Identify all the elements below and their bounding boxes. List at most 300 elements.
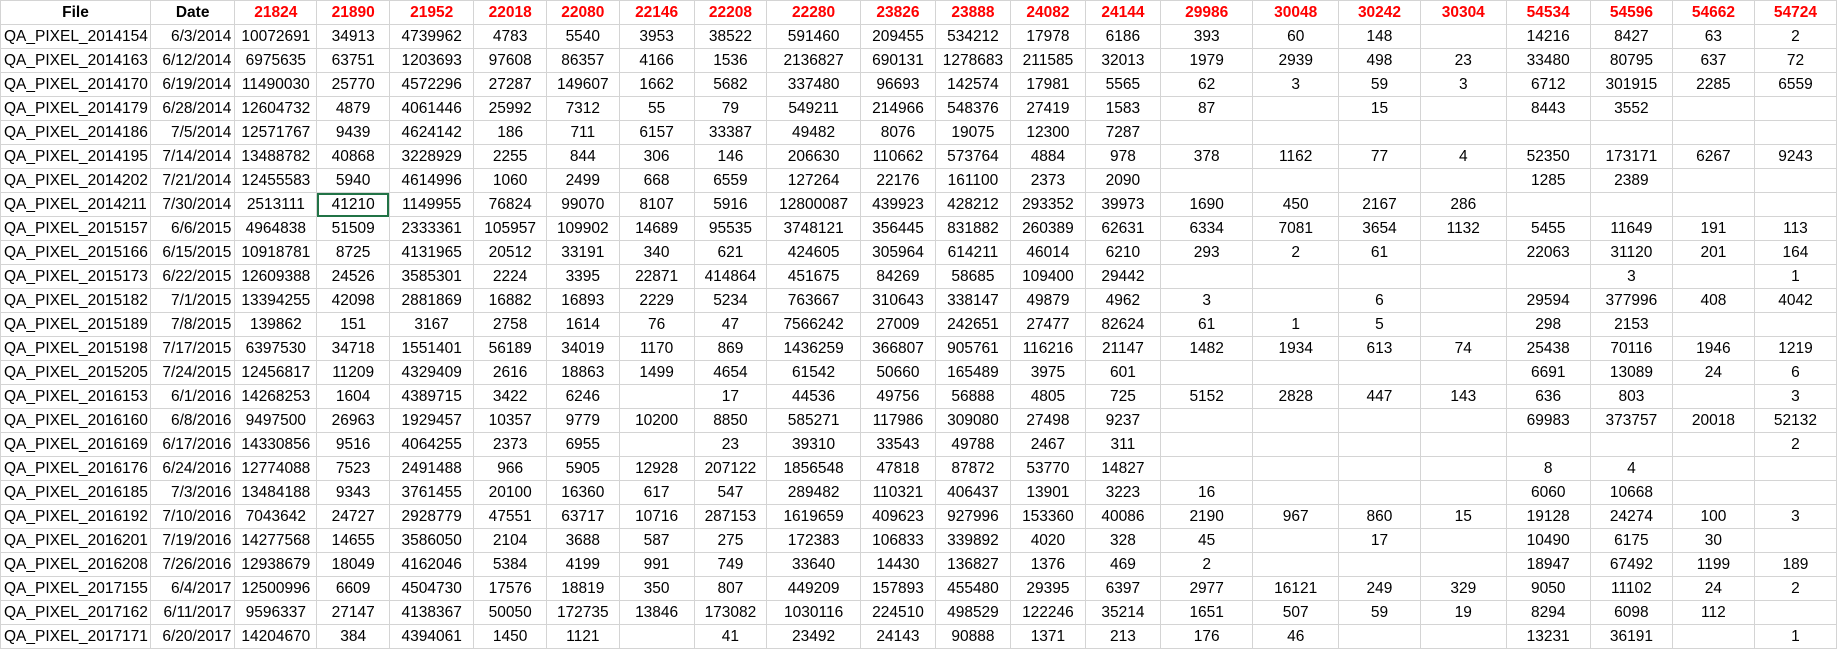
value-cell[interactable]: 534212 xyxy=(935,25,1010,49)
file-cell[interactable]: QA_PIXEL_2017155 xyxy=(1,577,151,601)
value-cell[interactable]: 329 xyxy=(1421,577,1507,601)
value-cell[interactable] xyxy=(1160,433,1253,457)
value-cell[interactable]: 213 xyxy=(1085,625,1160,649)
value-cell[interactable]: 22063 xyxy=(1506,241,1590,265)
value-cell[interactable]: 14430 xyxy=(860,553,935,577)
value-cell[interactable]: 49756 xyxy=(860,385,935,409)
value-cell[interactable]: 1536 xyxy=(694,49,767,73)
value-cell[interactable]: 191 xyxy=(1672,217,1754,241)
value-cell[interactable]: 8427 xyxy=(1590,25,1672,49)
value-cell[interactable]: 61 xyxy=(1160,313,1253,337)
value-cell[interactable]: 6397 xyxy=(1085,577,1160,601)
value-cell[interactable]: 74 xyxy=(1421,337,1507,361)
column-header[interactable]: 22208 xyxy=(694,1,767,25)
value-cell[interactable]: 46014 xyxy=(1010,241,1085,265)
value-cell[interactable]: 3167 xyxy=(389,313,473,337)
column-header[interactable]: 21952 xyxy=(389,1,473,25)
value-cell[interactable]: 613 xyxy=(1338,337,1420,361)
value-cell[interactable]: 17576 xyxy=(474,577,547,601)
date-cell[interactable]: 6/3/2014 xyxy=(150,25,234,49)
value-cell[interactable]: 60 xyxy=(1253,25,1339,49)
value-cell[interactable]: 6157 xyxy=(619,121,694,145)
value-cell[interactable]: 1690 xyxy=(1160,193,1253,217)
value-cell[interactable]: 97608 xyxy=(474,49,547,73)
value-cell[interactable]: 298 xyxy=(1506,313,1590,337)
value-cell[interactable]: 25770 xyxy=(317,73,390,97)
value-cell[interactable]: 206630 xyxy=(767,145,861,169)
value-cell[interactable]: 84269 xyxy=(860,265,935,289)
value-cell[interactable]: 763667 xyxy=(767,289,861,313)
value-cell[interactable]: 14655 xyxy=(317,529,390,553)
value-cell[interactable] xyxy=(1338,553,1420,577)
value-cell[interactable]: 15 xyxy=(1421,505,1507,529)
value-cell[interactable] xyxy=(1160,265,1253,289)
file-cell[interactable]: QA_PIXEL_2014186 xyxy=(1,121,151,145)
value-cell[interactable]: 1030116 xyxy=(767,601,861,625)
value-cell[interactable] xyxy=(1421,289,1507,313)
value-cell[interactable]: 498 xyxy=(1338,49,1420,73)
value-cell[interactable]: 4614996 xyxy=(389,169,473,193)
value-cell[interactable]: 2333361 xyxy=(389,217,473,241)
value-cell[interactable]: 23 xyxy=(694,433,767,457)
file-cell[interactable]: QA_PIXEL_2015166 xyxy=(1,241,151,265)
value-cell[interactable]: 19075 xyxy=(935,121,1010,145)
column-header[interactable]: Date xyxy=(150,1,234,25)
value-cell[interactable] xyxy=(1338,361,1420,385)
value-cell[interactable]: 35214 xyxy=(1085,601,1160,625)
value-cell[interactable]: 16121 xyxy=(1253,577,1339,601)
value-cell[interactable] xyxy=(1421,481,1507,505)
value-cell[interactable] xyxy=(1421,169,1507,193)
value-cell[interactable]: 33543 xyxy=(860,433,935,457)
value-cell[interactable] xyxy=(1506,121,1590,145)
value-cell[interactable] xyxy=(1338,409,1420,433)
date-cell[interactable]: 6/4/2017 xyxy=(150,577,234,601)
value-cell[interactable]: 4783 xyxy=(474,25,547,49)
value-cell[interactable]: 76824 xyxy=(474,193,547,217)
value-cell[interactable]: 3761455 xyxy=(389,481,473,505)
column-header[interactable]: 30304 xyxy=(1421,1,1507,25)
value-cell[interactable]: 7312 xyxy=(546,97,619,121)
value-cell[interactable]: 224510 xyxy=(860,601,935,625)
value-cell[interactable]: 242651 xyxy=(935,313,1010,337)
value-cell[interactable] xyxy=(1253,121,1339,145)
value-cell[interactable]: 1203693 xyxy=(389,49,473,73)
value-cell[interactable]: 49879 xyxy=(1010,289,1085,313)
value-cell[interactable]: 1 xyxy=(1253,313,1339,337)
date-cell[interactable]: 6/24/2016 xyxy=(150,457,234,481)
value-cell[interactable]: 711 xyxy=(546,121,619,145)
value-cell[interactable]: 153360 xyxy=(1010,505,1085,529)
date-cell[interactable]: 6/17/2016 xyxy=(150,433,234,457)
value-cell[interactable]: 8443 xyxy=(1506,97,1590,121)
value-cell[interactable]: 860 xyxy=(1338,505,1420,529)
value-cell[interactable]: 275 xyxy=(694,529,767,553)
value-cell[interactable] xyxy=(1672,457,1754,481)
value-cell[interactable]: 439923 xyxy=(860,193,935,217)
value-cell[interactable] xyxy=(1754,481,1836,505)
value-cell[interactable]: 143 xyxy=(1421,385,1507,409)
value-cell[interactable] xyxy=(1253,169,1339,193)
value-cell[interactable]: 6691 xyxy=(1506,361,1590,385)
value-cell[interactable]: 1436259 xyxy=(767,337,861,361)
value-cell[interactable]: 2090 xyxy=(1085,169,1160,193)
value-cell[interactable]: 10668 xyxy=(1590,481,1672,505)
value-cell[interactable]: 12300 xyxy=(1010,121,1085,145)
date-cell[interactable]: 7/10/2016 xyxy=(150,505,234,529)
value-cell[interactable] xyxy=(1338,481,1420,505)
value-cell[interactable]: 450 xyxy=(1253,193,1339,217)
column-header[interactable]: 24082 xyxy=(1010,1,1085,25)
value-cell[interactable]: 905761 xyxy=(935,337,1010,361)
value-cell[interactable]: 14277568 xyxy=(235,529,317,553)
value-cell[interactable]: 11209 xyxy=(317,361,390,385)
value-cell[interactable]: 25992 xyxy=(474,97,547,121)
file-cell[interactable]: QA_PIXEL_2014195 xyxy=(1,145,151,169)
value-cell[interactable]: 12455583 xyxy=(235,169,317,193)
value-cell[interactable]: 4389715 xyxy=(389,385,473,409)
value-cell[interactable]: 573764 xyxy=(935,145,1010,169)
value-cell[interactable]: 2 xyxy=(1754,25,1836,49)
value-cell[interactable] xyxy=(1754,313,1836,337)
value-cell[interactable]: 1371 xyxy=(1010,625,1085,649)
value-cell[interactable]: 393 xyxy=(1160,25,1253,49)
value-cell[interactable]: 50050 xyxy=(474,601,547,625)
value-cell[interactable]: 12774088 xyxy=(235,457,317,481)
value-cell[interactable]: 109902 xyxy=(546,217,619,241)
value-cell[interactable] xyxy=(1160,169,1253,193)
value-cell[interactable]: 4879 xyxy=(317,97,390,121)
value-cell[interactable]: 189 xyxy=(1754,553,1836,577)
value-cell[interactable] xyxy=(1590,193,1672,217)
value-cell[interactable]: 6246 xyxy=(546,385,619,409)
file-cell[interactable]: QA_PIXEL_2017162 xyxy=(1,601,151,625)
value-cell[interactable]: 6060 xyxy=(1506,481,1590,505)
value-cell[interactable]: 5682 xyxy=(694,73,767,97)
value-cell[interactable]: 409623 xyxy=(860,505,935,529)
value-cell[interactable] xyxy=(1672,97,1754,121)
column-header[interactable]: File xyxy=(1,1,151,25)
column-header[interactable]: 22280 xyxy=(767,1,861,25)
value-cell[interactable]: 4020 xyxy=(1010,529,1085,553)
value-cell[interactable]: 614211 xyxy=(935,241,1010,265)
column-header[interactable]: 24144 xyxy=(1085,1,1160,25)
value-cell[interactable] xyxy=(1253,481,1339,505)
value-cell[interactable]: 122246 xyxy=(1010,601,1085,625)
value-cell[interactable]: 1132 xyxy=(1421,217,1507,241)
value-cell[interactable]: 13484188 xyxy=(235,481,317,505)
value-cell[interactable] xyxy=(1160,409,1253,433)
value-cell[interactable]: 9497500 xyxy=(235,409,317,433)
value-cell[interactable]: 112 xyxy=(1672,601,1754,625)
value-cell[interactable]: 373757 xyxy=(1590,409,1672,433)
value-cell[interactable]: 41 xyxy=(694,625,767,649)
value-cell[interactable] xyxy=(1754,169,1836,193)
value-cell[interactable] xyxy=(1506,433,1590,457)
value-cell[interactable]: 1929457 xyxy=(389,409,473,433)
value-cell[interactable]: 469 xyxy=(1085,553,1160,577)
value-cell[interactable]: 9516 xyxy=(317,433,390,457)
value-cell[interactable] xyxy=(1672,121,1754,145)
file-cell[interactable]: QA_PIXEL_2014163 xyxy=(1,49,151,73)
date-cell[interactable]: 7/19/2016 xyxy=(150,529,234,553)
date-cell[interactable]: 6/19/2014 xyxy=(150,73,234,97)
file-cell[interactable]: QA_PIXEL_2015173 xyxy=(1,265,151,289)
value-cell[interactable]: 4064255 xyxy=(389,433,473,457)
value-cell[interactable]: 20512 xyxy=(474,241,547,265)
value-cell[interactable]: 44536 xyxy=(767,385,861,409)
value-cell[interactable]: 5455 xyxy=(1506,217,1590,241)
value-cell[interactable]: 4 xyxy=(1590,457,1672,481)
value-cell[interactable] xyxy=(1421,433,1507,457)
value-cell[interactable]: 4131965 xyxy=(389,241,473,265)
value-cell[interactable]: 4739962 xyxy=(389,25,473,49)
value-cell[interactable]: 414864 xyxy=(694,265,767,289)
value-cell[interactable]: 6334 xyxy=(1160,217,1253,241)
value-cell[interactable]: 47 xyxy=(694,313,767,337)
column-header[interactable]: 29986 xyxy=(1160,1,1253,25)
value-cell[interactable]: 1499 xyxy=(619,361,694,385)
value-cell[interactable]: 1285 xyxy=(1506,169,1590,193)
value-cell[interactable] xyxy=(1754,121,1836,145)
value-cell[interactable]: 1199 xyxy=(1672,553,1754,577)
value-cell[interactable]: 377996 xyxy=(1590,289,1672,313)
value-cell[interactable]: 507 xyxy=(1253,601,1339,625)
value-cell[interactable]: 3 xyxy=(1160,289,1253,313)
value-cell[interactable]: 3654 xyxy=(1338,217,1420,241)
value-cell[interactable]: 2167 xyxy=(1338,193,1420,217)
value-cell[interactable]: 12928 xyxy=(619,457,694,481)
column-header[interactable]: 30048 xyxy=(1253,1,1339,25)
value-cell[interactable]: 1583 xyxy=(1085,97,1160,121)
value-cell[interactable]: 260389 xyxy=(1010,217,1085,241)
value-cell[interactable]: 19128 xyxy=(1506,505,1590,529)
value-cell[interactable] xyxy=(1672,265,1754,289)
value-cell[interactable]: 16882 xyxy=(474,289,547,313)
value-cell[interactable]: 4042 xyxy=(1754,289,1836,313)
value-cell[interactable]: 161100 xyxy=(935,169,1010,193)
value-cell[interactable]: 30 xyxy=(1672,529,1754,553)
value-cell[interactable]: 62 xyxy=(1160,73,1253,97)
value-cell[interactable]: 6267 xyxy=(1672,145,1754,169)
value-cell[interactable]: 869 xyxy=(694,337,767,361)
value-cell[interactable]: 67492 xyxy=(1590,553,1672,577)
value-cell[interactable]: 585271 xyxy=(767,409,861,433)
value-cell[interactable]: 249 xyxy=(1338,577,1420,601)
value-cell[interactable] xyxy=(1253,529,1339,553)
file-cell[interactable]: QA_PIXEL_2016176 xyxy=(1,457,151,481)
value-cell[interactable]: 2616 xyxy=(474,361,547,385)
file-cell[interactable]: QA_PIXEL_2016153 xyxy=(1,385,151,409)
value-cell[interactable]: 1551401 xyxy=(389,337,473,361)
value-cell[interactable]: 2 xyxy=(1253,241,1339,265)
value-cell[interactable]: 3688 xyxy=(546,529,619,553)
value-cell[interactable]: 13231 xyxy=(1506,625,1590,649)
date-cell[interactable]: 7/17/2015 xyxy=(150,337,234,361)
value-cell[interactable] xyxy=(1253,457,1339,481)
date-cell[interactable]: 7/21/2014 xyxy=(150,169,234,193)
value-cell[interactable]: 2255 xyxy=(474,145,547,169)
value-cell[interactable]: 548376 xyxy=(935,97,1010,121)
value-cell[interactable]: 86357 xyxy=(546,49,619,73)
value-cell[interactable] xyxy=(1421,625,1507,649)
value-cell[interactable]: 309080 xyxy=(935,409,1010,433)
value-cell[interactable]: 406437 xyxy=(935,481,1010,505)
value-cell[interactable]: 70116 xyxy=(1590,337,1672,361)
value-cell[interactable]: 293352 xyxy=(1010,193,1085,217)
value-cell[interactable]: 110662 xyxy=(860,145,935,169)
value-cell[interactable]: 16360 xyxy=(546,481,619,505)
value-cell[interactable]: 927996 xyxy=(935,505,1010,529)
value-cell[interactable]: 29395 xyxy=(1010,577,1085,601)
value-cell[interactable]: 4394061 xyxy=(389,625,473,649)
value-cell[interactable]: 4964838 xyxy=(235,217,317,241)
value-cell[interactable]: 5940 xyxy=(317,169,390,193)
value-cell[interactable] xyxy=(1590,433,1672,457)
file-cell[interactable]: QA_PIXEL_2015205 xyxy=(1,361,151,385)
value-cell[interactable]: 6397530 xyxy=(235,337,317,361)
value-cell[interactable]: 14330856 xyxy=(235,433,317,457)
value-cell[interactable]: 148 xyxy=(1338,25,1420,49)
value-cell[interactable]: 690131 xyxy=(860,49,935,73)
value-cell[interactable] xyxy=(1253,553,1339,577)
value-cell[interactable]: 53770 xyxy=(1010,457,1085,481)
value-cell[interactable] xyxy=(1754,457,1836,481)
value-cell[interactable]: 7043642 xyxy=(235,505,317,529)
date-cell[interactable]: 7/8/2015 xyxy=(150,313,234,337)
value-cell[interactable]: 6 xyxy=(1338,289,1420,313)
value-cell[interactable]: 587 xyxy=(619,529,694,553)
value-cell[interactable]: 51509 xyxy=(317,217,390,241)
value-cell[interactable] xyxy=(1338,433,1420,457)
value-cell[interactable]: 39310 xyxy=(767,433,861,457)
value-cell[interactable]: 76 xyxy=(619,313,694,337)
value-cell[interactable]: 113 xyxy=(1754,217,1836,241)
value-cell[interactable]: 77 xyxy=(1338,145,1420,169)
value-cell[interactable] xyxy=(1338,625,1420,649)
value-cell[interactable] xyxy=(1754,97,1836,121)
value-cell[interactable]: 9343 xyxy=(317,481,390,505)
value-cell[interactable]: 106833 xyxy=(860,529,935,553)
value-cell[interactable]: 447 xyxy=(1338,385,1420,409)
value-cell[interactable]: 99070 xyxy=(546,193,619,217)
value-cell[interactable]: 617 xyxy=(619,481,694,505)
value-cell[interactable]: 27287 xyxy=(474,73,547,97)
value-cell[interactable]: 1219 xyxy=(1754,337,1836,361)
value-cell[interactable]: 6559 xyxy=(1754,73,1836,97)
value-cell[interactable]: 45 xyxy=(1160,529,1253,553)
value-cell[interactable]: 116216 xyxy=(1010,337,1085,361)
value-cell[interactable]: 340 xyxy=(619,241,694,265)
value-cell[interactable]: 23492 xyxy=(767,625,861,649)
value-cell[interactable]: 165489 xyxy=(935,361,1010,385)
value-cell[interactable]: 408 xyxy=(1672,289,1754,313)
value-cell[interactable]: 547 xyxy=(694,481,767,505)
value-cell[interactable]: 22871 xyxy=(619,265,694,289)
value-cell[interactable]: 20018 xyxy=(1672,409,1754,433)
value-cell[interactable]: 26963 xyxy=(317,409,390,433)
value-cell[interactable]: 549211 xyxy=(767,97,861,121)
value-cell[interactable]: 1662 xyxy=(619,73,694,97)
date-cell[interactable]: 7/30/2014 xyxy=(150,193,234,217)
value-cell[interactable]: 16 xyxy=(1160,481,1253,505)
value-cell[interactable]: 127264 xyxy=(767,169,861,193)
file-cell[interactable]: QA_PIXEL_2016192 xyxy=(1,505,151,529)
date-cell[interactable]: 7/5/2014 xyxy=(150,121,234,145)
value-cell[interactable]: 10200 xyxy=(619,409,694,433)
value-cell[interactable]: 6210 xyxy=(1085,241,1160,265)
value-cell[interactable]: 2 xyxy=(1754,577,1836,601)
value-cell[interactable]: 6186 xyxy=(1085,25,1160,49)
value-cell[interactable] xyxy=(1754,601,1836,625)
value-cell[interactable]: 33480 xyxy=(1506,49,1590,73)
value-cell[interactable]: 1934 xyxy=(1253,337,1339,361)
value-cell[interactable]: 1946 xyxy=(1672,337,1754,361)
value-cell[interactable]: 591460 xyxy=(767,25,861,49)
value-cell[interactable] xyxy=(619,625,694,649)
value-cell[interactable]: 80795 xyxy=(1590,49,1672,73)
value-cell[interactable]: 72 xyxy=(1754,49,1836,73)
value-cell[interactable]: 1450 xyxy=(474,625,547,649)
value-cell[interactable]: 310643 xyxy=(860,289,935,313)
value-cell[interactable]: 27009 xyxy=(860,313,935,337)
value-cell[interactable]: 3975 xyxy=(1010,361,1085,385)
value-cell[interactable]: 311 xyxy=(1085,433,1160,457)
value-cell[interactable]: 38522 xyxy=(694,25,767,49)
value-cell[interactable]: 1651 xyxy=(1160,601,1253,625)
value-cell[interactable]: 33387 xyxy=(694,121,767,145)
value-cell[interactable]: 286 xyxy=(1421,193,1507,217)
value-cell[interactable]: 24526 xyxy=(317,265,390,289)
value-cell[interactable]: 146 xyxy=(694,145,767,169)
value-cell[interactable]: 2224 xyxy=(474,265,547,289)
value-cell[interactable]: 4654 xyxy=(694,361,767,385)
value-cell[interactable]: 356445 xyxy=(860,217,935,241)
value-cell[interactable] xyxy=(1421,241,1507,265)
date-cell[interactable]: 6/15/2015 xyxy=(150,241,234,265)
value-cell[interactable]: 6 xyxy=(1754,361,1836,385)
value-cell[interactable] xyxy=(1253,361,1339,385)
value-cell[interactable]: 5905 xyxy=(546,457,619,481)
date-cell[interactable]: 7/3/2016 xyxy=(150,481,234,505)
value-cell[interactable]: 2491488 xyxy=(389,457,473,481)
value-cell[interactable]: 164 xyxy=(1754,241,1836,265)
date-cell[interactable]: 6/11/2017 xyxy=(150,601,234,625)
value-cell[interactable]: 36191 xyxy=(1590,625,1672,649)
value-cell[interactable]: 5152 xyxy=(1160,385,1253,409)
value-cell[interactable] xyxy=(1253,265,1339,289)
value-cell[interactable]: 56888 xyxy=(935,385,1010,409)
value-cell[interactable]: 13901 xyxy=(1010,481,1085,505)
value-cell[interactable]: 49788 xyxy=(935,433,1010,457)
value-cell[interactable]: 3 xyxy=(1421,73,1507,97)
value-cell[interactable]: 27477 xyxy=(1010,313,1085,337)
value-cell[interactable]: 337480 xyxy=(767,73,861,97)
value-cell[interactable] xyxy=(1421,265,1507,289)
column-header[interactable]: 22146 xyxy=(619,1,694,25)
date-cell[interactable]: 6/6/2015 xyxy=(150,217,234,241)
value-cell[interactable]: 59 xyxy=(1338,73,1420,97)
value-cell[interactable]: 6955 xyxy=(546,433,619,457)
value-cell[interactable]: 2977 xyxy=(1160,577,1253,601)
value-cell[interactable]: 498529 xyxy=(935,601,1010,625)
value-cell[interactable]: 4329409 xyxy=(389,361,473,385)
file-cell[interactable]: QA_PIXEL_2016160 xyxy=(1,409,151,433)
value-cell[interactable]: 5 xyxy=(1338,313,1420,337)
value-cell[interactable]: 9237 xyxy=(1085,409,1160,433)
file-cell[interactable]: QA_PIXEL_2014179 xyxy=(1,97,151,121)
value-cell[interactable]: 207122 xyxy=(694,457,767,481)
